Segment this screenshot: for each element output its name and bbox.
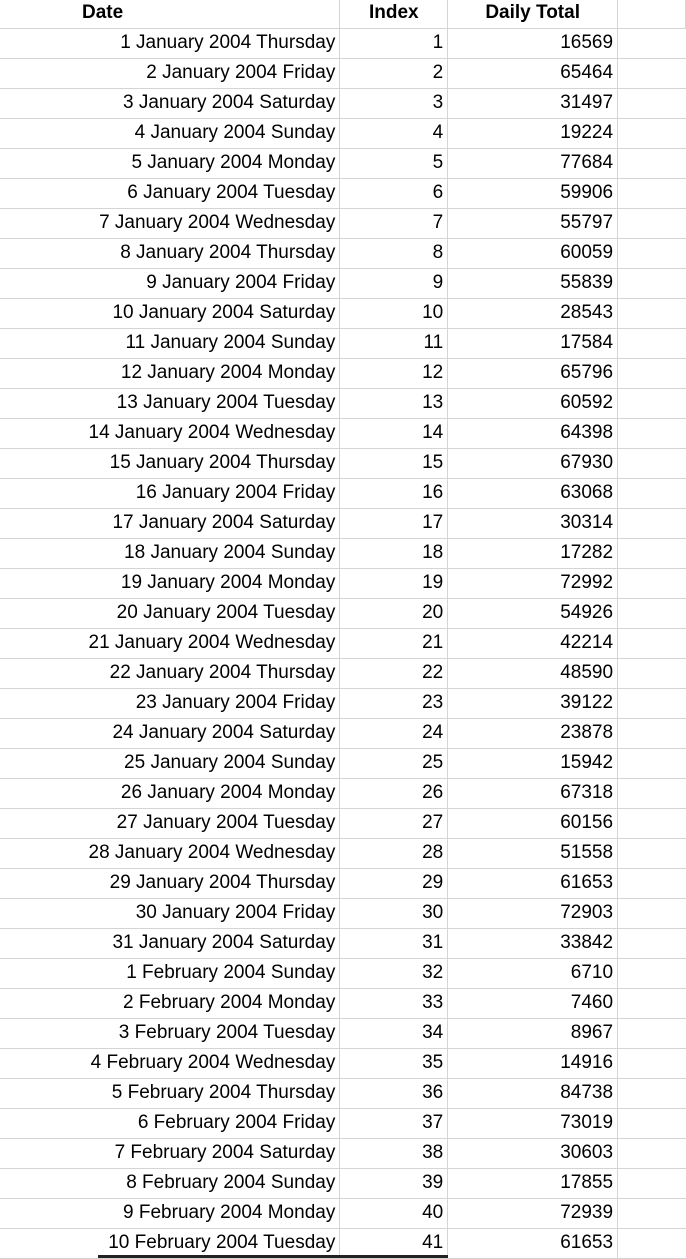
- index-cell[interactable]: 5: [340, 148, 448, 178]
- index-cell[interactable]: 17: [340, 508, 448, 538]
- daily-total-cell[interactable]: 8967: [448, 1018, 618, 1048]
- index-cell[interactable]: 22: [340, 658, 448, 688]
- table-row: [0, 418, 686, 448]
- table-row: [0, 1198, 686, 1228]
- index-cell[interactable]: 28: [340, 838, 448, 868]
- table-row: [0, 1138, 686, 1168]
- table-row: [0, 148, 686, 178]
- date-cell[interactable]: 12 January 2004 Monday: [0, 358, 340, 388]
- empty-cell[interactable]: [618, 898, 686, 928]
- date-cell[interactable]: 13 January 2004 Tuesday: [0, 388, 340, 418]
- date-cell[interactable]: 23 January 2004 Friday: [0, 688, 340, 718]
- daily-total-cell[interactable]: 63068: [448, 478, 618, 508]
- index-cell[interactable]: 12: [340, 358, 448, 388]
- table-row: [0, 88, 686, 118]
- daily-total-cell[interactable]: 65464: [448, 58, 618, 88]
- date-cell[interactable]: 18 January 2004 Sunday: [0, 538, 340, 568]
- header-row: [0, 0, 686, 28]
- index-cell[interactable]: 15: [340, 448, 448, 478]
- empty-cell[interactable]: [618, 988, 686, 1018]
- empty-cell[interactable]: [618, 1168, 686, 1198]
- index-cell[interactable]: 9: [340, 268, 448, 298]
- empty-cell[interactable]: [618, 298, 686, 328]
- empty-cell[interactable]: [618, 868, 686, 898]
- empty-cell[interactable]: [618, 1138, 686, 1168]
- date-cell[interactable]: 11 January 2004 Sunday: [0, 328, 340, 358]
- table-row: [0, 208, 686, 238]
- daily-total-cell[interactable]: 65796: [448, 358, 618, 388]
- table-row: [0, 508, 686, 538]
- empty-cell[interactable]: [618, 208, 686, 238]
- empty-cell[interactable]: [618, 688, 686, 718]
- daily-total-cell[interactable]: 55797: [448, 208, 618, 238]
- index-cell[interactable]: 2: [340, 58, 448, 88]
- daily-total-cell[interactable]: 23878: [448, 718, 618, 748]
- date-cell[interactable]: 4 February 2004 Wednesday: [0, 1048, 340, 1078]
- index-cell[interactable]: 29: [340, 868, 448, 898]
- daily-total-cell[interactable]: 67930: [448, 448, 618, 478]
- table-row: [0, 838, 686, 868]
- empty-cell[interactable]: [618, 808, 686, 838]
- daily-total-cell[interactable]: 54926: [448, 598, 618, 628]
- daily-total-cell[interactable]: 60156: [448, 808, 618, 838]
- table-row: [0, 28, 686, 58]
- date-cell[interactable]: 27 January 2004 Tuesday: [0, 808, 340, 838]
- index-cell[interactable]: 19: [340, 568, 448, 598]
- index-cell[interactable]: 25: [340, 748, 448, 778]
- empty-cell[interactable]: [618, 478, 686, 508]
- date-cell[interactable]: 8 January 2004 Thursday: [0, 238, 340, 268]
- table-row: [0, 568, 686, 598]
- empty-cell[interactable]: [618, 178, 686, 208]
- date-cell[interactable]: 8 February 2004 Sunday: [0, 1168, 340, 1198]
- index-cell[interactable]: 34: [340, 1018, 448, 1048]
- daily-total-cell[interactable]: 60059: [448, 238, 618, 268]
- index-cell[interactable]: 27: [340, 808, 448, 838]
- index-cell[interactable]: 18: [340, 538, 448, 568]
- daily-total-cell[interactable]: 28543: [448, 298, 618, 328]
- index-cell[interactable]: 35: [340, 1048, 448, 1078]
- index-cell[interactable]: 32: [340, 958, 448, 988]
- date-cell[interactable]: 20 January 2004 Tuesday: [0, 598, 340, 628]
- empty-cell[interactable]: [618, 1228, 686, 1258]
- daily-total-cell[interactable]: 72992: [448, 568, 618, 598]
- daily-total-cell[interactable]: 48590: [448, 658, 618, 688]
- index-cell[interactable]: 23: [340, 688, 448, 718]
- index-cell[interactable]: 26: [340, 778, 448, 808]
- date-cell[interactable]: 15 January 2004 Thursday: [0, 448, 340, 478]
- empty-cell[interactable]: [618, 628, 686, 658]
- index-cell[interactable]: 13: [340, 388, 448, 418]
- index-cell[interactable]: 7: [340, 208, 448, 238]
- index-cell[interactable]: 39: [340, 1168, 448, 1198]
- date-cell[interactable]: 26 January 2004 Monday: [0, 778, 340, 808]
- date-cell[interactable]: 16 January 2004 Friday: [0, 478, 340, 508]
- daily-total-cell[interactable]: 15942: [448, 748, 618, 778]
- empty-cell[interactable]: [618, 238, 686, 268]
- index-cell[interactable]: 40: [340, 1198, 448, 1228]
- table-row: [0, 868, 686, 898]
- table-row: [0, 388, 686, 418]
- index-cell[interactable]: 8: [340, 238, 448, 268]
- daily-total-cell[interactable]: 30603: [448, 1138, 618, 1168]
- empty-cell[interactable]: [618, 598, 686, 628]
- index-cell[interactable]: 31: [340, 928, 448, 958]
- daily-total-cell[interactable]: 55839: [448, 268, 618, 298]
- empty-cell[interactable]: [618, 148, 686, 178]
- daily-total-cell[interactable]: 17855: [448, 1168, 618, 1198]
- table-row: [0, 448, 686, 478]
- table-row: [0, 478, 686, 508]
- daily-total-cell[interactable]: 14916: [448, 1048, 618, 1078]
- date-cell[interactable]: 4 January 2004 Sunday: [0, 118, 340, 148]
- index-cell[interactable]: 3: [340, 88, 448, 118]
- header-index[interactable]: Index: [340, 0, 448, 28]
- empty-cell[interactable]: [618, 1108, 686, 1138]
- index-cell[interactable]: 30: [340, 898, 448, 928]
- index-cell[interactable]: 11: [340, 328, 448, 358]
- date-cell[interactable]: 2 January 2004 Friday: [0, 58, 340, 88]
- date-cell[interactable]: 5 February 2004 Thursday: [0, 1078, 340, 1108]
- daily-total-cell[interactable]: 72903: [448, 898, 618, 928]
- table-row: [0, 748, 686, 778]
- daily-total-cell[interactable]: 16569: [448, 28, 618, 58]
- date-cell[interactable]: 25 January 2004 Sunday: [0, 748, 340, 778]
- date-cell[interactable]: 1 January 2004 Thursday: [0, 28, 340, 58]
- table-row: [0, 628, 686, 658]
- index-cell[interactable]: 6: [340, 178, 448, 208]
- index-cell[interactable]: 36: [340, 1078, 448, 1108]
- empty-cell[interactable]: [618, 568, 686, 598]
- date-cell[interactable]: 9 January 2004 Friday: [0, 268, 340, 298]
- date-cell[interactable]: 17 January 2004 Saturday: [0, 508, 340, 538]
- date-cell[interactable]: 7 February 2004 Saturday: [0, 1138, 340, 1168]
- daily-total-cell[interactable]: 7460: [448, 988, 618, 1018]
- empty-cell[interactable]: [618, 508, 686, 538]
- empty-cell[interactable]: [618, 268, 686, 298]
- index-cell[interactable]: 38: [340, 1138, 448, 1168]
- daily-total-cell[interactable]: 30314: [448, 508, 618, 538]
- table-row: [0, 928, 686, 958]
- empty-cell[interactable]: [618, 358, 686, 388]
- daily-total-cell[interactable]: 17282: [448, 538, 618, 568]
- index-cell[interactable]: 4: [340, 118, 448, 148]
- table-row: [0, 1018, 686, 1048]
- table-row: [0, 1078, 686, 1108]
- daily-total-cell[interactable]: 59906: [448, 178, 618, 208]
- table-row: [0, 598, 686, 628]
- empty-cell[interactable]: [618, 1018, 686, 1048]
- empty-cell[interactable]: [618, 118, 686, 148]
- table-row: [0, 658, 686, 688]
- index-cell[interactable]: 16: [340, 478, 448, 508]
- daily-total-cell[interactable]: 42214: [448, 628, 618, 658]
- index-cell[interactable]: 10: [340, 298, 448, 328]
- date-cell[interactable]: 10 January 2004 Saturday: [0, 298, 340, 328]
- empty-cell[interactable]: [618, 658, 686, 688]
- date-cell[interactable]: 5 January 2004 Monday: [0, 148, 340, 178]
- date-cell[interactable]: 14 January 2004 Wednesday: [0, 418, 340, 448]
- date-cell[interactable]: 7 January 2004 Wednesday: [0, 208, 340, 238]
- date-cell[interactable]: 2 February 2004 Monday: [0, 988, 340, 1018]
- empty-cell[interactable]: [618, 538, 686, 568]
- header-date[interactable]: Date: [0, 0, 340, 28]
- index-cell[interactable]: 24: [340, 718, 448, 748]
- daily-total-cell[interactable]: 67318: [448, 778, 618, 808]
- date-cell[interactable]: 3 February 2004 Tuesday: [0, 1018, 340, 1048]
- table-row: [0, 958, 686, 988]
- daily-total-cell[interactable]: 31497: [448, 88, 618, 118]
- daily-total-cell[interactable]: 77684: [448, 148, 618, 178]
- table-row: [0, 808, 686, 838]
- index-cell[interactable]: 14: [340, 418, 448, 448]
- empty-cell[interactable]: [618, 958, 686, 988]
- table-row: [0, 1228, 686, 1258]
- daily-total-cell[interactable]: 61653: [448, 868, 618, 898]
- empty-cell[interactable]: [618, 778, 686, 808]
- table-row: [0, 1168, 686, 1198]
- table-row: [0, 898, 686, 928]
- index-cell[interactable]: 37: [340, 1108, 448, 1138]
- daily-total-cell[interactable]: 64398: [448, 418, 618, 448]
- table-row: [0, 1048, 686, 1078]
- daily-total-cell[interactable]: 6710: [448, 958, 618, 988]
- empty-cell[interactable]: [618, 58, 686, 88]
- index-cell[interactable]: 41: [340, 1228, 448, 1258]
- empty-cell[interactable]: [618, 1048, 686, 1078]
- table-row: [0, 118, 686, 148]
- table-row: [0, 298, 686, 328]
- daily-total-cell[interactable]: 84738: [448, 1078, 618, 1108]
- daily-total-cell[interactable]: 33842: [448, 928, 618, 958]
- daily-total-cell[interactable]: 73019: [448, 1108, 618, 1138]
- date-cell[interactable]: 31 January 2004 Saturday: [0, 928, 340, 958]
- daily-total-cell[interactable]: 39122: [448, 688, 618, 718]
- date-cell[interactable]: 9 February 2004 Monday: [0, 1198, 340, 1228]
- table-row: [0, 268, 686, 298]
- header-daily-total[interactable]: Daily Total: [448, 0, 618, 28]
- date-cell[interactable]: 6 January 2004 Tuesday: [0, 178, 340, 208]
- date-cell[interactable]: 3 January 2004 Saturday: [0, 88, 340, 118]
- table-row: [0, 358, 686, 388]
- daily-total-cell[interactable]: 60592: [448, 388, 618, 418]
- empty-cell[interactable]: [618, 838, 686, 868]
- daily-total-cell[interactable]: 19224: [448, 118, 618, 148]
- daily-total-cell[interactable]: 72939: [448, 1198, 618, 1228]
- date-cell[interactable]: 19 January 2004 Monday: [0, 568, 340, 598]
- index-cell[interactable]: 21: [340, 628, 448, 658]
- table-row: [0, 328, 686, 358]
- table-row: [0, 718, 686, 748]
- date-cell[interactable]: 21 January 2004 Wednesday: [0, 628, 340, 658]
- empty-cell[interactable]: [618, 718, 686, 748]
- empty-cell[interactable]: [618, 1078, 686, 1108]
- table-row: [0, 688, 686, 718]
- table-row: [0, 1108, 686, 1138]
- daily-total-cell[interactable]: 51558: [448, 838, 618, 868]
- date-cell[interactable]: 24 January 2004 Saturday: [0, 718, 340, 748]
- table-row: [0, 988, 686, 1018]
- table-row: [0, 58, 686, 88]
- table-row: [0, 178, 686, 208]
- empty-cell[interactable]: [618, 88, 686, 118]
- date-cell[interactable]: 30 January 2004 Friday: [0, 898, 340, 928]
- daily-total-cell[interactable]: 61653: [448, 1228, 618, 1258]
- empty-cell[interactable]: [618, 388, 686, 418]
- date-cell[interactable]: 10 February 2004 Tuesday: [0, 1228, 340, 1258]
- table-row: [0, 538, 686, 568]
- empty-cell[interactable]: [618, 448, 686, 478]
- date-cell[interactable]: 6 February 2004 Friday: [0, 1108, 340, 1138]
- index-cell[interactable]: 33: [340, 988, 448, 1018]
- empty-cell[interactable]: [618, 418, 686, 448]
- empty-cell[interactable]: [618, 28, 686, 58]
- empty-cell[interactable]: [618, 328, 686, 358]
- empty-cell[interactable]: [618, 748, 686, 778]
- date-cell[interactable]: 28 January 2004 Wednesday: [0, 838, 340, 868]
- table-row: [0, 238, 686, 268]
- table-row: [0, 778, 686, 808]
- daily-total-cell[interactable]: 17584: [448, 328, 618, 358]
- empty-cell[interactable]: [618, 1198, 686, 1228]
- empty-cell[interactable]: [618, 928, 686, 958]
- empty-header-cell[interactable]: [618, 0, 686, 28]
- date-cell[interactable]: 29 January 2004 Thursday: [0, 868, 340, 898]
- index-cell[interactable]: 1: [340, 28, 448, 58]
- date-cell[interactable]: 1 February 2004 Sunday: [0, 958, 340, 988]
- date-cell[interactable]: 22 January 2004 Thursday: [0, 658, 340, 688]
- index-cell[interactable]: 20: [340, 598, 448, 628]
